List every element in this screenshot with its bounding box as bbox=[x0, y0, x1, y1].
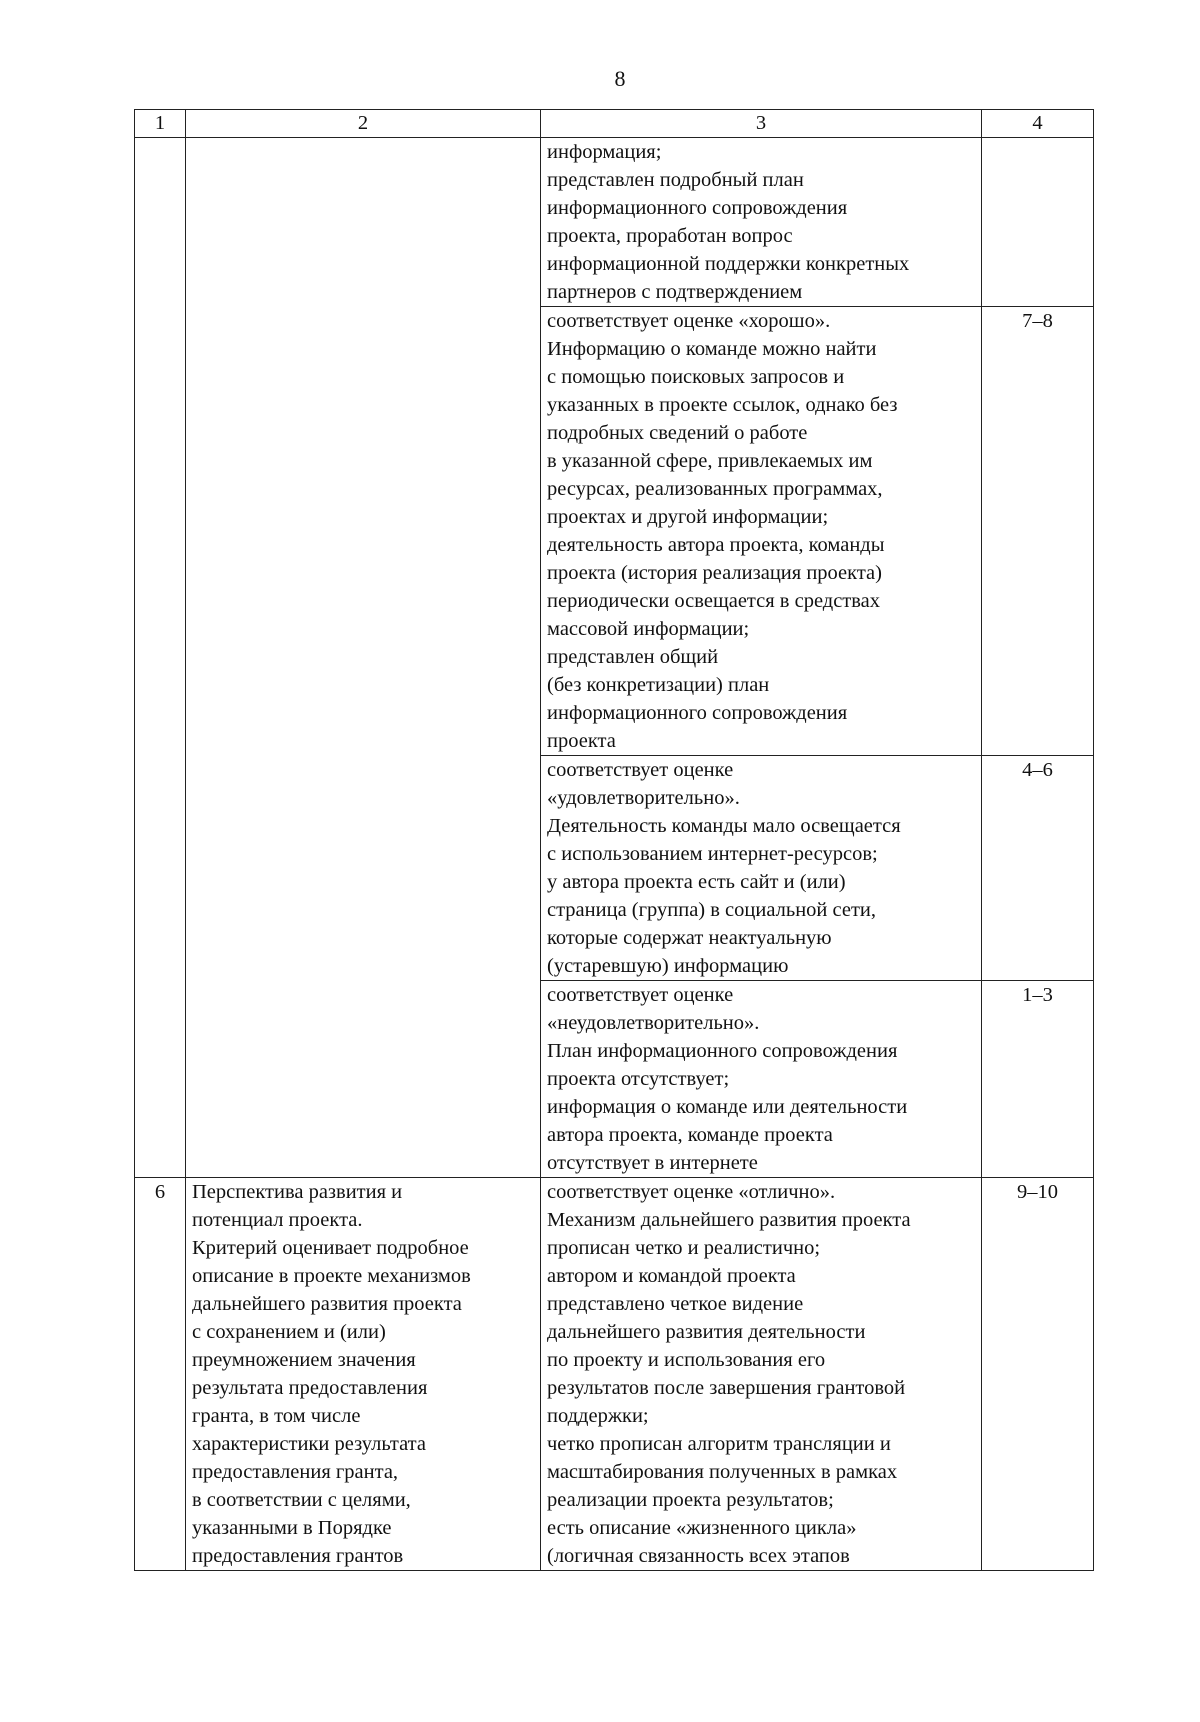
text-line: (устаревшую) информацию bbox=[547, 955, 789, 977]
text-line: которые содержат неактуальную bbox=[547, 927, 832, 949]
cell-number: 6 bbox=[135, 1178, 186, 1571]
column-header-2: 2 bbox=[186, 110, 541, 138]
text-line: автора проекта, команде проекта bbox=[547, 1124, 833, 1146]
text-line: соответствует оценке «хорошо». bbox=[547, 310, 831, 332]
text-line: в указанной сфере, привлекаемых им bbox=[547, 450, 873, 472]
cell-criterion bbox=[186, 1178, 541, 1571]
text-line: четко прописан алгоритм трансляции и bbox=[547, 1433, 891, 1455]
text-line: представлен общий bbox=[547, 646, 719, 668]
text-line: информационного сопровождения bbox=[547, 197, 848, 219]
text-line: характеристики результата bbox=[192, 1433, 426, 1455]
text-line: потенциал проекта. bbox=[192, 1209, 363, 1231]
text-line: проекта отсутствует; bbox=[547, 1068, 730, 1090]
text-line: «неудовлетворительно». bbox=[547, 1012, 760, 1034]
page-number: 8 bbox=[614, 66, 626, 91]
cell-criterion bbox=[186, 138, 541, 1178]
text-line: поддержки; bbox=[547, 1405, 649, 1427]
text-line: Критерий оценивает подробное bbox=[192, 1237, 469, 1259]
text-line: описание в проекте механизмов bbox=[192, 1265, 471, 1287]
text-line: указанными в Порядке bbox=[192, 1517, 392, 1539]
cell-description bbox=[541, 1178, 982, 1571]
text-line: партнеров с подтверждением bbox=[547, 281, 803, 303]
text-line: соответствует оценке «отлично». bbox=[547, 1181, 836, 1203]
text-line: есть описание «жизненного цикла» bbox=[547, 1517, 857, 1539]
table-header-row bbox=[135, 110, 1094, 138]
text-line: (без конкретизации) план bbox=[547, 674, 770, 696]
text-line: указанных в проекте ссылок, однако без bbox=[547, 394, 898, 416]
text-line: масштабирования полученных в рамках bbox=[547, 1461, 898, 1483]
text-line: Информацию о команде можно найти bbox=[547, 338, 877, 360]
text-line: проекта (история реализация проекта) bbox=[547, 562, 882, 584]
text-line: информационной поддержки конкретных bbox=[547, 253, 910, 275]
text-line: соответствует оценке bbox=[547, 759, 734, 781]
text-line: представлено четкое видение bbox=[547, 1293, 804, 1315]
cell-number bbox=[135, 138, 186, 1178]
text-line: ресурсах, реализованных программах, bbox=[547, 478, 883, 500]
text-line: по проекту и использования его bbox=[547, 1349, 826, 1371]
text-line: реализации проекта результатов; bbox=[547, 1489, 834, 1511]
text-line: отсутствует в интернете bbox=[547, 1152, 758, 1174]
text-line: предоставления грантов bbox=[192, 1545, 404, 1567]
cell-score: 9–10 bbox=[982, 1178, 1094, 1571]
text-line: соответствует оценке bbox=[547, 984, 734, 1006]
column-header-4: 4 bbox=[982, 110, 1094, 138]
text-line: Перспектива развития и bbox=[192, 1181, 403, 1203]
column-header-1: 1 bbox=[135, 110, 186, 138]
text-line: периодически освещается в средствах bbox=[547, 590, 881, 612]
text-line: информация о команде или деятельности bbox=[547, 1096, 908, 1118]
text-line: с помощью поисковых запросов и bbox=[547, 366, 845, 388]
cell-description bbox=[541, 307, 982, 756]
text-line: Механизм дальнейшего развития проекта bbox=[547, 1209, 911, 1231]
cell-description bbox=[541, 756, 982, 981]
text-line: автором и командой проекта bbox=[547, 1265, 796, 1287]
cell-score: 4–6 bbox=[982, 756, 1094, 981]
text-line: проектах и другой информации; bbox=[547, 506, 829, 528]
table-row bbox=[135, 1178, 1094, 1571]
criteria-table bbox=[134, 109, 1094, 1571]
text-line: с сохранением и (или) bbox=[192, 1321, 386, 1343]
text-line: представлен подробный план bbox=[547, 169, 804, 191]
text-line: гранта, в том числе bbox=[192, 1405, 361, 1427]
text-line: предоставления гранта, bbox=[192, 1461, 399, 1483]
text-line: Деятельность команды мало освещается bbox=[547, 815, 901, 837]
table-row bbox=[135, 138, 1094, 307]
text-line: страница (группа) в социальной сети, bbox=[547, 899, 877, 921]
text-line: дальнейшего развития проекта bbox=[192, 1293, 462, 1315]
text-line: деятельность автора проекта, команды bbox=[547, 534, 885, 556]
column-header-3: 3 bbox=[541, 110, 982, 138]
text-line: проекта bbox=[547, 730, 616, 752]
text-line: План информационного сопровождения bbox=[547, 1040, 898, 1062]
text-line: массовой информации; bbox=[547, 618, 750, 640]
cell-description bbox=[541, 981, 982, 1178]
text-line: результатов после завершения грантовой bbox=[547, 1377, 906, 1399]
text-line: «удовлетворительно». bbox=[547, 787, 740, 809]
text-line: преумножением значения bbox=[192, 1349, 416, 1371]
text-line: информация; bbox=[547, 141, 662, 163]
cell-score bbox=[982, 138, 1094, 307]
text-line: у автора проекта есть сайт и (или) bbox=[547, 871, 846, 893]
text-line: дальнейшего развития деятельности bbox=[547, 1321, 866, 1343]
text-line: в соответствии с целями, bbox=[192, 1489, 411, 1511]
text-line: прописан четко и реалистично; bbox=[547, 1237, 821, 1259]
text-line: подробных сведений о работе bbox=[547, 422, 808, 444]
text-line: с использованием интернет-ресурсов; bbox=[547, 843, 878, 865]
cell-score: 7–8 bbox=[982, 307, 1094, 756]
text-line: результата предоставления bbox=[192, 1377, 428, 1399]
text-line: проекта, проработан вопрос bbox=[547, 225, 793, 247]
text-line: информационного сопровождения bbox=[547, 702, 848, 724]
cell-description bbox=[541, 138, 982, 307]
text-line: (логичная связанность всех этапов bbox=[547, 1545, 850, 1567]
cell-score: 1–3 bbox=[982, 981, 1094, 1178]
